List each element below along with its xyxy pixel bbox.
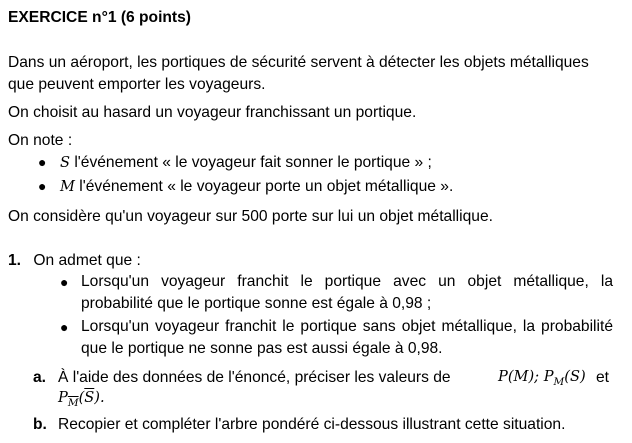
question-1b-text: Recopier et compléter l'arbre pondéré ci-dessous illustrant cette situation. — [58, 416, 566, 433]
event-m — [60, 177, 453, 196]
bullet-icon: ● — [38, 154, 47, 170]
question-1a-text: À l'aide des données de l'énoncé, préciser les valeurs de — [58, 369, 451, 386]
question-1-number: 1. — [8, 252, 22, 269]
formula-s-bar: $\overline{S}$ — [84, 389, 95, 406]
formula-sub-m-bar: M — [67, 397, 79, 409]
formula-p: P — [58, 389, 68, 406]
formula-sub-m: M — [553, 376, 565, 388]
event-m-symbol: M — [60, 178, 75, 195]
bullet-icon: ● — [38, 178, 47, 194]
formula-s: (S) — [564, 368, 586, 385]
bullet-icon: ● — [60, 274, 69, 290]
question-1a-formula-1 — [498, 367, 586, 386]
formula-pm: P(M); P — [498, 368, 554, 385]
note-label: On note : — [8, 132, 73, 149]
event-m-text: l'événement « le voyageur porte un objet métallique ». — [74, 178, 454, 195]
consider-sentence: On considère qu'un voyageur sur 500 porte sur lui un objet métallique. — [8, 208, 493, 225]
question-1a-conjunction: et — [596, 369, 610, 386]
choose-sentence: On choisit au hasard un voyageur franchissant un portique. — [8, 104, 417, 121]
question-1b-label — [33, 415, 47, 434]
question-1b-number: b. — [33, 416, 47, 433]
question-1a-label — [33, 368, 46, 387]
intro-line-2: que peuvent emporter les voyageurs. — [8, 76, 266, 93]
bullet-1-line-2: probabilité que le portique sonne est égale à 0,98 ; — [81, 295, 432, 312]
bullet-icon: ● — [60, 319, 69, 335]
event-s — [60, 153, 432, 172]
bullet-2-line-2: que le portique ne sonne pas est aussi égale à 0,98. — [81, 340, 443, 357]
intro-line-1: Dans un aéroport, les portiques de sécurité servent à détecter les objets métalliques — [8, 54, 589, 71]
event-s-text: l'événement « le voyageur fait sonner le portique » ; — [70, 154, 432, 171]
question-1-intro-text: On admet que : — [33, 252, 141, 269]
exercise-title: EXERCICE n°1 (6 points) — [8, 9, 191, 26]
question-1-intro — [8, 251, 141, 270]
bullet-1-line-1: Lorsqu'un voyageur franchit le portique avec un objet métallique, la — [81, 273, 613, 290]
bullet-2-line-1: Lorsqu'un voyageur franchit le portique sans objet métallique, la probabilité — [81, 318, 613, 335]
question-1a-formula-2: $P_{\overline{M}}(\overline{S})$. — [58, 389, 105, 409]
question-1a-number: a. — [33, 369, 47, 386]
event-s-symbol: S — [60, 154, 70, 171]
